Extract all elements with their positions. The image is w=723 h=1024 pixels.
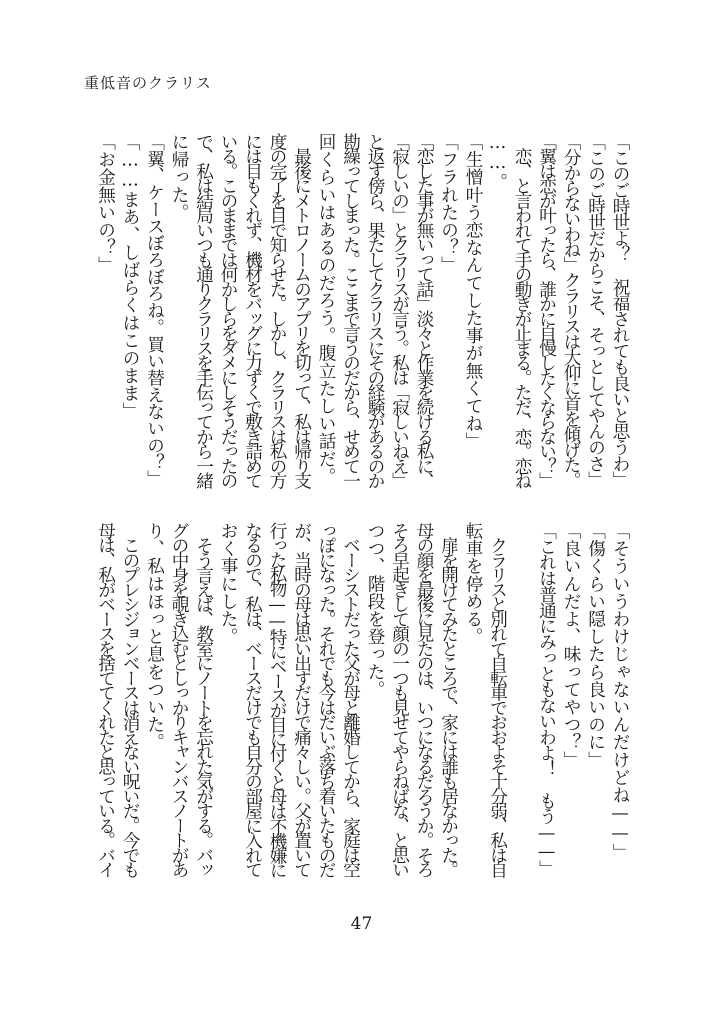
text-line: なるので、私は、ベースだけでも自分の部屋に入れて xyxy=(242,522,263,876)
text-line: 度の完了を目で知らせた。しかし、クラリスは私の方 xyxy=(267,133,287,487)
text-line: 「生憎叶う恋なんてした事が無くてね」 xyxy=(463,133,483,450)
text-line: そう言えば、教室にノートを忘れた気がする。バッ xyxy=(193,522,214,876)
text-line: 転車を停める。 xyxy=(463,522,483,646)
text-line: このプレシジョンベースは消えない呪いだ。今でも xyxy=(120,522,140,876)
text-line: ベーシストだった父が母と離婚してから、家庭は空 xyxy=(340,522,361,876)
text-line: 「翼は恋が叶ったら、誰かに自慢したくならない？」 xyxy=(536,133,557,487)
text-line: 母の顔を最後に見たのは、いつになるだろうか。そろ xyxy=(414,522,434,876)
text-line: 「恋した事が無いって話」淡々と作業を続ける私に、 xyxy=(414,133,434,487)
text-line: クラリスと別れて自転車でおおよそ十分弱、私は自 xyxy=(487,522,508,876)
text-line: には目もくれず、機材をバッグに力ずくで敷き詰めて xyxy=(242,133,263,487)
text-line: 「良いんだよ、味ってやつ？」 xyxy=(561,522,581,769)
text-line: いる。このままでは何かしらをダメにしそうだったの xyxy=(218,133,238,487)
text-line: 「……まあ、しばらくはこのまま」 xyxy=(120,133,140,420)
page-number: 47 xyxy=(350,914,373,934)
text-line: つつ、階段を登った。 xyxy=(365,522,385,698)
text-line xyxy=(510,522,535,884)
text-line: 扉を開けてみたところで、家には誰も居なかった。 xyxy=(438,522,459,876)
text-line: 恋、と言われて手の動きが止まる。ただ、恋。恋ね xyxy=(512,133,532,487)
text-line: が、当時の母は思い出すだけで痛々しい。父が置いて xyxy=(291,522,312,876)
text-line: 「これは普通にみっともないわよ！ もう——」 xyxy=(536,522,557,876)
text-line: 「このご時世だからこそ、そっとしてやんのさ」 xyxy=(585,133,606,487)
text-line: ……。 xyxy=(487,133,508,191)
text-line: 「お金無いの？」 xyxy=(95,133,116,274)
text-line: 「フラれたの？」 xyxy=(438,133,459,274)
text-line: 勘繰ってしまった。ここまで言うのだから、せめて一 xyxy=(340,133,361,487)
running-header: 重低音のクラリス xyxy=(84,74,212,92)
text-line: 回くらいはあるのだろう。腹立たしい話だ。 xyxy=(316,133,336,485)
text-line: 「傷くらい隠したら良いのに」 xyxy=(585,522,606,769)
text-line: に帰った。 xyxy=(169,133,189,221)
text-line: グの中身を覗き込むとしっかりキャンバスノートがあ xyxy=(169,522,189,876)
text-line: おく事にした。 xyxy=(218,522,238,646)
text-line: 「寂しいの」とクラリスが言う。私は「寂しいねえ」 xyxy=(389,133,410,487)
upper-text-block xyxy=(93,133,632,495)
text-line: 行った私物——特にベースが目に付くと母は不機嫌に xyxy=(267,522,287,877)
text-line: 「翼、ケースぼろぼろね。買い替えないの？」 xyxy=(144,133,165,488)
text-line: と返す傍ら、果たしてクラリスにその経験があるのか xyxy=(365,133,385,487)
text-line: で、私は結局いつも通りクラリスを手伝ってから一緒 xyxy=(193,133,214,487)
text-line: 「分からないわね」クラリスは大仰に首を傾げた。 xyxy=(561,133,581,487)
text-line: 最後にメトロノームのアプリを切って、私は帰り支 xyxy=(291,133,312,487)
text-line: 「そういうわけじゃないんだけどね——」 xyxy=(610,522,630,862)
text-line: り、私はほっと息をついた。 xyxy=(144,522,165,751)
text-line: そろ早起きして顔の一つも見せてやらねばな、と思い xyxy=(389,522,410,876)
lower-text-block xyxy=(93,522,632,884)
text-line: 母は、私がベースを捨ててくれたと思っている。バイ xyxy=(95,522,116,876)
text-line: 「このご時世よ？ 祝福されても良いと思うわ」 xyxy=(610,133,630,487)
text-line: っぽになった。それでも今はだいぶ落ち着いたものだ xyxy=(316,522,336,876)
